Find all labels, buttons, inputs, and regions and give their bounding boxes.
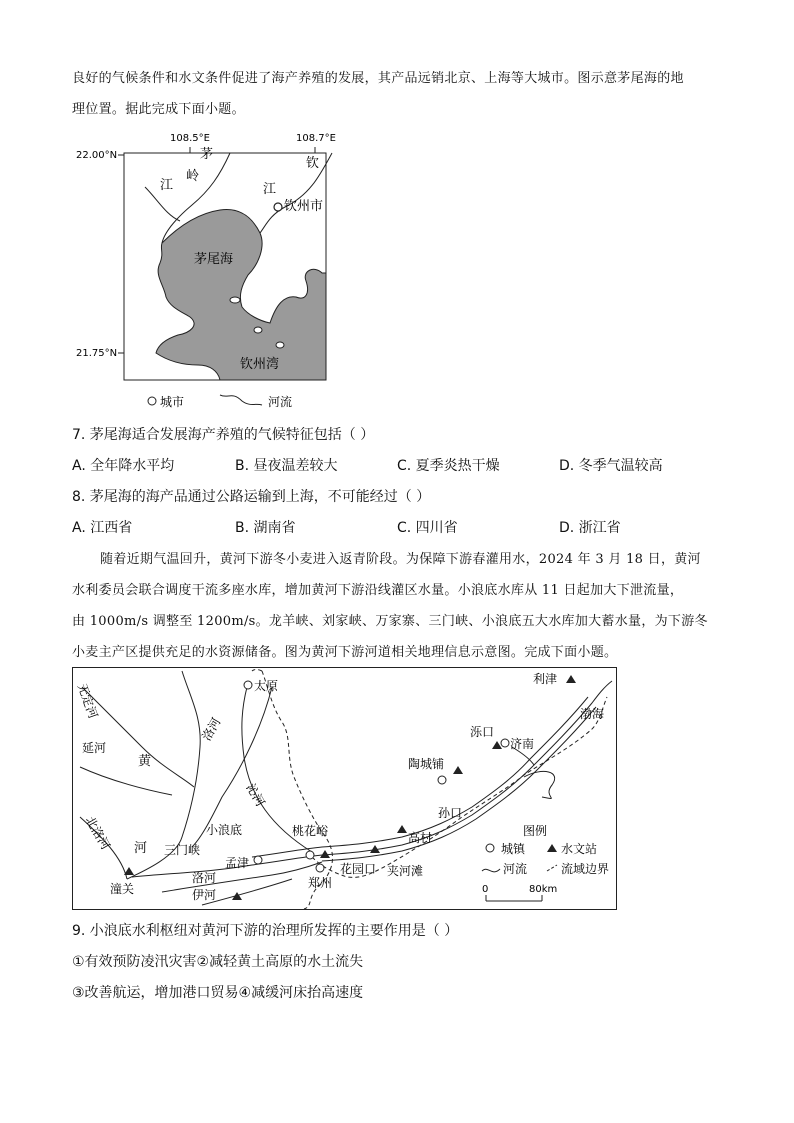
label-sea: 茅尾海 (194, 252, 234, 267)
intro-q7-line1: 良好的气候条件和水文条件促进了海产养殖的发展，其产品远销北京、上海等大城市。图示意茅尾海的地 (72, 71, 684, 86)
label-wudinghe: 无定河 (74, 681, 101, 721)
lon-left-label: 108.5°E (170, 133, 210, 144)
legend-city: 城市 (160, 395, 185, 409)
q7-option-c[interactable]: C. 夏季炎热干燥 (397, 458, 500, 474)
q9-stem: 9. 小浪底水利枢纽对黄河下游的治理所发挥的主要作用是（ ） (72, 923, 459, 939)
q7-option-b[interactable]: B. 昼夜温差较大 (235, 458, 338, 474)
jinan-marker (501, 739, 509, 747)
label-tongguan: 潼关 (110, 882, 135, 896)
lon-right-label: 108.7°E (296, 133, 336, 144)
maowei-sea-map (70, 125, 350, 415)
taochengpu-marker (438, 776, 446, 784)
legend-river-line (220, 395, 262, 405)
label-gaocun: 高村 (408, 831, 433, 845)
lat-bottom-label: 21.75°N (76, 348, 118, 359)
q7-option-d[interactable]: D. 冬季气温较高 (559, 458, 663, 474)
label-luokou: 泺口 (470, 725, 495, 739)
label-city: 钦州市 (284, 199, 324, 214)
label-jiang-left: 江 (160, 178, 174, 193)
legend-title: 图例 (523, 824, 548, 838)
legend-town-marker (486, 844, 494, 852)
intro-q9-line2: 水利委员会联合调度干流多座水库，增加黄河下游沿线灌区水量。小浪底水库从 11 日起加大下泄流量， (72, 583, 684, 598)
label-mengjin: 孟津 (225, 856, 250, 870)
label-jiahetan: 夹河滩 (387, 864, 424, 878)
legend-station: 水文站 (561, 842, 598, 856)
q9-statement-line2: ③改善航运，增加港口贸易④减缓河床抬高速度 (72, 985, 364, 1001)
q8-option-a[interactable]: A. 江西省 (72, 520, 133, 536)
intro-q9-line1: 随着近期气温回升，黄河下游冬小麦进入返青阶段。为保障下游春灌用水，2024 年 3 月 18 日，黄河 (100, 552, 701, 567)
legend-river: 河流 (503, 862, 528, 876)
label-sanmenxia: 三门峡 (164, 843, 201, 857)
label-lijin: 利津 (533, 672, 558, 686)
q8-stem: 8. 茅尾海的海产品通过公路运输到上海，不可能经过（ ） (72, 489, 431, 505)
q8-option-d[interactable]: D. 浙江省 (559, 520, 621, 536)
label-bay: 钦州湾 (240, 357, 280, 372)
taiyuan-marker (244, 681, 252, 689)
q9-statement-line1: ①有效预防凌汛灾害②减轻黄土高原的水土流失 (72, 954, 364, 970)
label-zhengzhou: 郑州 (308, 876, 333, 890)
lat-top-label: 22.00°N (76, 150, 118, 161)
legend-town: 城镇 (501, 842, 526, 856)
label-yihe: 伊河 (192, 888, 217, 902)
label-mao: 茅 (200, 147, 214, 162)
scale-zero: 0 (482, 884, 489, 895)
qinzhou-city-marker (274, 203, 282, 211)
label-ling: 岭 (186, 169, 200, 184)
yellow-river-map (72, 667, 618, 911)
label-luohe-s: 洛河 (192, 871, 217, 885)
label-jiang-right: 江 (263, 182, 277, 197)
legend-city-marker (148, 397, 156, 405)
label-huayuankou: 花园口 (340, 862, 377, 876)
intro-q9-line4: 小麦主产区提供充足的水资源储备。图为黄河下游河道相关地理信息示意图。完成下面小题。 (72, 645, 618, 660)
legend-river: 河流 (268, 395, 293, 409)
zhengzhou-marker (316, 864, 324, 872)
label-yanhe: 延河 (82, 741, 107, 755)
label-taiyuan: 太原 (254, 679, 279, 693)
q7-stem: 7. 茅尾海适合发展海产养殖的气候特征包括（ ） (72, 427, 375, 443)
mengjin-marker (254, 856, 262, 864)
legend-boundary: 流域边界 (561, 862, 610, 876)
label-beiluohe: 北洛河 (82, 813, 113, 853)
q7-option-a[interactable]: A. 全年降水平均 (72, 458, 175, 474)
label-jinan: 济南 (510, 737, 535, 751)
label-bohai: 渤海 (580, 707, 605, 721)
label-huang: 黄 (138, 754, 152, 769)
label-sunkou: 孙口 (438, 806, 463, 820)
q8-option-c[interactable]: C. 四川省 (397, 520, 458, 536)
label-he: 河 (134, 841, 148, 856)
intro-q7-line2: 理位置。据此完成下面小题。 (72, 102, 245, 117)
label-qinhe: 沁河 (243, 781, 268, 809)
q8-option-b[interactable]: B. 湖南省 (235, 520, 296, 536)
label-taohuayu: 桃花峪 (292, 824, 329, 838)
taohuayu-marker (306, 851, 314, 859)
label-qin: 钦 (306, 156, 320, 171)
label-xiaolangdi: 小浪底 (206, 823, 243, 837)
scale-km: 80km (529, 884, 558, 895)
intro-q9-line3: 由 1000m/s 调整至 1200m/s。龙羊峡、刘家峡、万家寨、三门峡、小浪底五大水库加大蓄水量，为下游冬 (72, 614, 708, 629)
label-luohe-n: 洛河 (199, 715, 224, 744)
label-taochengpu: 陶城铺 (408, 757, 445, 771)
